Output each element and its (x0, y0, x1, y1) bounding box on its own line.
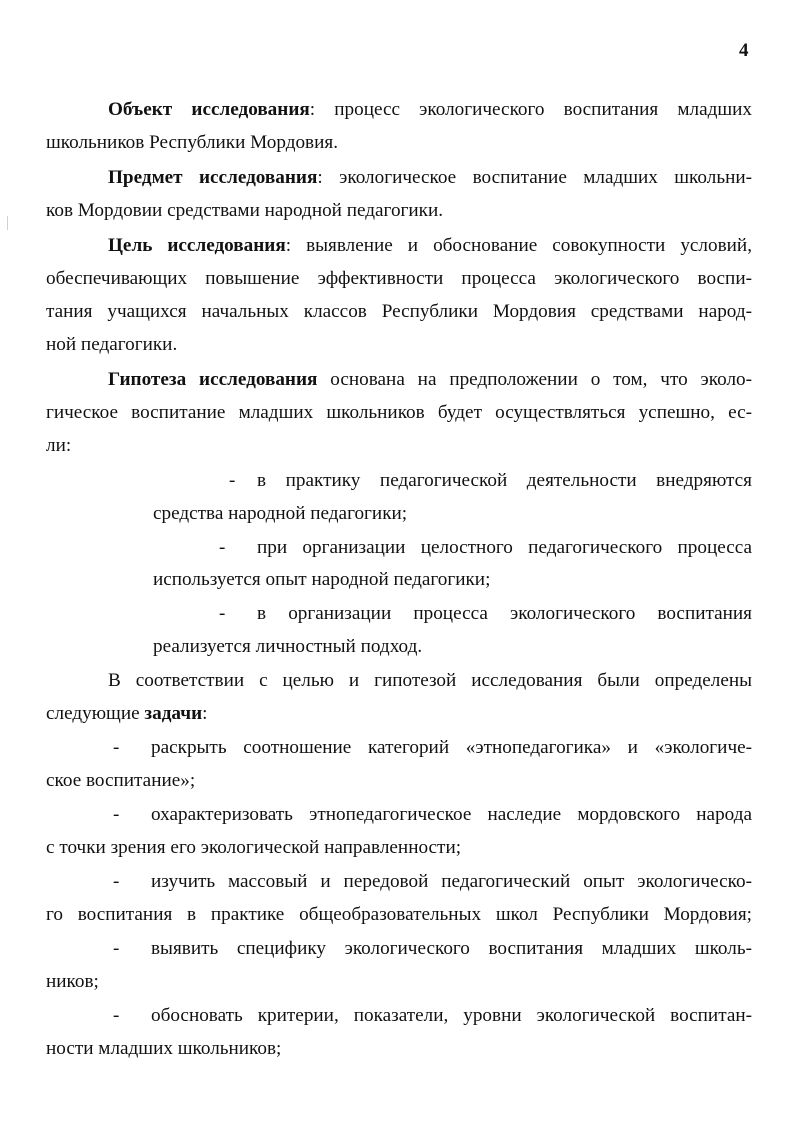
goal-line-2: обеспечивающих повышение эффективности процесса экологического воспи- (46, 268, 752, 289)
hypothesis-item-line-2: используется опыт народной педагогики; (153, 569, 491, 590)
task-item-line-1: раскрыть соотношение категорий «этнопедагогика» и «экологиче- (151, 737, 752, 758)
object-line-1 (108, 100, 752, 119)
goal-line-4: ной педагогики. (46, 334, 178, 355)
hypothesis-item-line-2: средства народной педагогики; (153, 503, 408, 524)
list-dash: - (113, 938, 120, 959)
subject-label: Предмет исследования (108, 167, 318, 188)
hypothesis-item-line-1: при организации целостного педагогического процесса (257, 537, 752, 558)
hypothesis-line-3: ли: (46, 435, 72, 456)
list-dash: - (113, 804, 120, 825)
tasks-intro-line-1: В соответствии с целью и гипотезой исследования были определены (108, 670, 752, 691)
subject-text: : экологическое воспитание младших школьни- (317, 167, 752, 188)
task-item-line-1: выявить специфику экологического воспитания младших школь- (151, 938, 752, 959)
goal-label: Цель исследования (108, 235, 286, 256)
list-dash: - (229, 470, 236, 491)
hypothesis-text: основана на предположении о том, что эколо- (317, 369, 753, 390)
goal-line-3: тания учащихся начальных классов Республики Мордовия средствами народ- (46, 301, 752, 322)
task-item-line-2: с точки зрения его экологической направленности; (46, 837, 462, 858)
task-item-line-1: обосновать критерии, показатели, уровни экологической воспитан- (151, 1005, 752, 1026)
subject-line-2: ков Мордовии средствами народной педагогики. (46, 200, 444, 221)
tasks-intro-text: следующие (46, 703, 145, 724)
task-item-line-1: изучить массовый и передовой педагогический опыт экологическо- (151, 871, 752, 892)
page-number: 4 (739, 40, 749, 61)
list-dash: - (113, 1005, 120, 1026)
task-item-line-2: го воспитания в практике общеобразовательных школ Республики Мордовия; (46, 904, 752, 925)
subject-line-1 (108, 168, 752, 187)
tasks-intro-line-2 (46, 704, 207, 723)
hypothesis-item-line-1: в практику педагогической деятельности внедряются (257, 470, 752, 491)
hypothesis-item-line-1: в организации процесса экологического воспитания (257, 603, 752, 624)
task-item-line-2: ности младших школьников; (46, 1038, 282, 1059)
hypothesis-line-1 (108, 370, 752, 389)
hypothesis-line-2: гическое воспитание младших школьников будет осуществляться успешно, ес- (46, 402, 752, 423)
hypothesis-item-line-2: реализуется личностный подход. (153, 636, 423, 657)
goal-text: : выявление и обоснование совокупности условий, (285, 235, 752, 256)
list-dash: - (113, 737, 120, 758)
task-item-line-1: охарактеризовать этнопедагогическое наследие мордовского народа (151, 804, 752, 825)
list-dash: - (219, 537, 226, 558)
goal-line-1 (108, 236, 752, 255)
object-text: : процесс экологического воспитания младших (309, 99, 753, 120)
tasks-colon: : (202, 703, 208, 724)
hypothesis-label: Гипотеза исследования (108, 369, 318, 390)
task-item-line-2: ников; (46, 971, 99, 992)
object-line-2: школьников Республики Мордовия. (46, 132, 338, 153)
scan-mark (7, 216, 8, 230)
list-dash: - (219, 603, 226, 624)
tasks-label: задачи (144, 703, 203, 724)
object-label: Объект исследования (108, 99, 310, 120)
list-dash: - (113, 871, 120, 892)
task-item-line-2: ское воспитание»; (46, 770, 196, 791)
